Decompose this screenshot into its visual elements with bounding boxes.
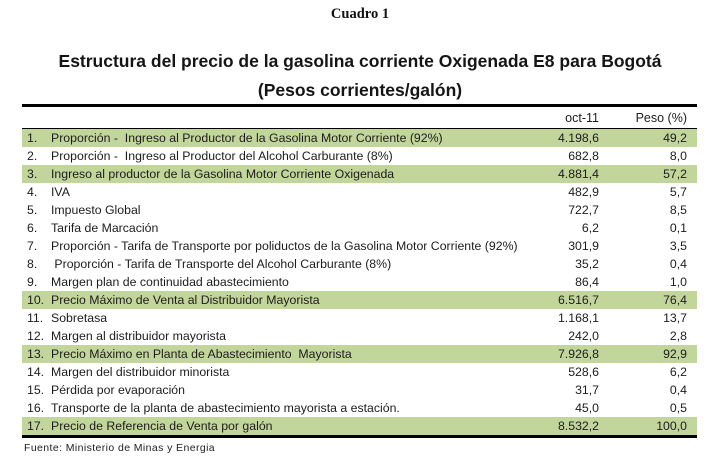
row-label: IVA <box>51 185 70 199</box>
row-label: Margen plan de continuidad abastecimiento <box>51 275 289 289</box>
row-label: Ingreso al productor de la Gasolina Motor Corriente Oxigenada <box>51 167 395 181</box>
row-weight: 76,4 <box>663 293 687 307</box>
row-weight: 5,7 <box>669 185 687 199</box>
table-body <box>22 129 697 435</box>
row-num: 9. <box>27 275 38 289</box>
row-weight: 0,5 <box>669 401 687 415</box>
row-num: 2. <box>27 149 38 163</box>
row-label: Impuesto Global <box>51 203 141 217</box>
row-num: 12. <box>27 329 45 343</box>
table-title-line1: Estructura del precio de la gasolina corriente Oxigenada E8 para Bogotá <box>58 51 662 71</box>
table-row <box>22 417 697 435</box>
row-label: Proporción - Ingreso al Productor del Alcohol Carburante (8%) <box>51 149 393 163</box>
row-num: 5. <box>27 203 38 217</box>
row-value: 86,4 <box>575 275 599 289</box>
row-weight: 1,0 <box>669 275 687 289</box>
row-value: 4.881,4 <box>557 167 599 181</box>
row-weight: 0,4 <box>669 257 687 271</box>
price-structure-table <box>22 104 697 438</box>
row-num: 17. <box>27 419 45 433</box>
table-row <box>22 291 697 309</box>
row-value: 45,0 <box>575 401 599 415</box>
row-label: Sobretasa <box>51 311 108 325</box>
table-header-row <box>22 107 697 129</box>
table-title-line2: (Pesos corrientes/galón) <box>257 80 463 100</box>
row-weight: 8,5 <box>669 203 687 217</box>
row-label: Transporte de la planta de abastecimiento mayorista a estación. <box>51 401 400 415</box>
row-value: 6.516,7 <box>557 293 599 307</box>
table-title <box>0 47 720 105</box>
table-row <box>22 129 697 147</box>
row-weight: 3,5 <box>669 239 687 253</box>
row-weight: 100,0 <box>656 419 687 433</box>
row-num: 3. <box>27 167 38 181</box>
row-label: Precio Máximo en Planta de Abastecimiento Mayorista <box>51 347 352 361</box>
row-label: Pérdida por evaporación <box>51 383 185 397</box>
row-num: 16. <box>27 401 45 415</box>
table-row <box>22 363 697 381</box>
table-row <box>22 219 697 237</box>
row-label: Margen del distribuidor minorista <box>51 365 230 379</box>
row-num: 10. <box>27 293 45 307</box>
row-weight: 57,2 <box>663 167 687 181</box>
row-label: Precio Máximo de Venta al Distribuidor Mayorista <box>51 293 320 307</box>
column-header-peso: Peso (%) <box>635 110 687 125</box>
row-weight: 13,7 <box>663 311 687 325</box>
row-label: Margen al distribuidor mayorista <box>51 329 226 343</box>
column-header-oct11: oct-11 <box>565 110 599 125</box>
row-label: Proporción - Tarifa de Transporte por poliductos de la Gasolina Motor Corriente (92%) <box>51 239 518 253</box>
row-num: 7. <box>27 239 38 253</box>
row-value: 482,9 <box>568 185 599 199</box>
row-value: 242,0 <box>568 329 599 343</box>
row-num: 13. <box>27 347 45 361</box>
row-value: 528,6 <box>568 365 599 379</box>
table-row <box>22 237 697 255</box>
row-label: Tarifa de Marcación <box>51 221 159 235</box>
table-row <box>22 327 697 345</box>
row-weight: 2,8 <box>669 329 687 343</box>
row-num: 11. <box>27 311 44 325</box>
row-value: 301,9 <box>568 239 599 253</box>
table-row <box>22 255 697 273</box>
row-weight: 49,2 <box>663 131 687 145</box>
row-weight: 6,2 <box>669 365 687 379</box>
table-row <box>22 165 697 183</box>
row-num: 6. <box>27 221 38 235</box>
source-note: Fuente: Ministerio de Minas y Energia <box>24 442 216 454</box>
table-row <box>22 381 697 399</box>
row-weight: 0,1 <box>669 221 687 235</box>
row-num: 4. <box>27 185 38 199</box>
cuadro-number-label: Cuadro 1 <box>330 6 390 22</box>
table-row <box>22 183 697 201</box>
row-value: 35,2 <box>575 257 599 271</box>
row-weight: 92,9 <box>663 347 687 361</box>
row-label: Proporción - Ingreso al Productor de la Gasolina Motor Corriente (92%) <box>51 131 443 145</box>
table-row <box>22 345 697 363</box>
row-weight: 0,4 <box>669 383 687 397</box>
row-num: 15. <box>27 383 45 397</box>
table-row <box>22 201 697 219</box>
row-value: 8.532,2 <box>557 419 599 433</box>
row-num: 8. <box>27 257 38 271</box>
row-value: 7.926,8 <box>557 347 599 361</box>
row-label: Proporción - Tarifa de Transporte del Alcohol Carburante (8%) <box>51 257 392 271</box>
row-value: 682,8 <box>568 149 599 163</box>
table-row <box>22 309 697 327</box>
row-label: Precio de Referencia de Venta por galón <box>51 419 273 433</box>
row-value: 1.168,1 <box>557 311 599 325</box>
row-value: 31,7 <box>575 383 599 397</box>
row-value: 4.198,6 <box>557 131 599 145</box>
row-weight: 8,0 <box>669 149 687 163</box>
row-num: 1. <box>27 131 38 145</box>
table-row <box>22 273 697 291</box>
table-row <box>22 147 697 165</box>
table-row <box>22 399 697 417</box>
row-num: 14. <box>27 365 45 379</box>
row-value: 6,2 <box>581 221 599 235</box>
row-value: 722,7 <box>568 203 599 217</box>
